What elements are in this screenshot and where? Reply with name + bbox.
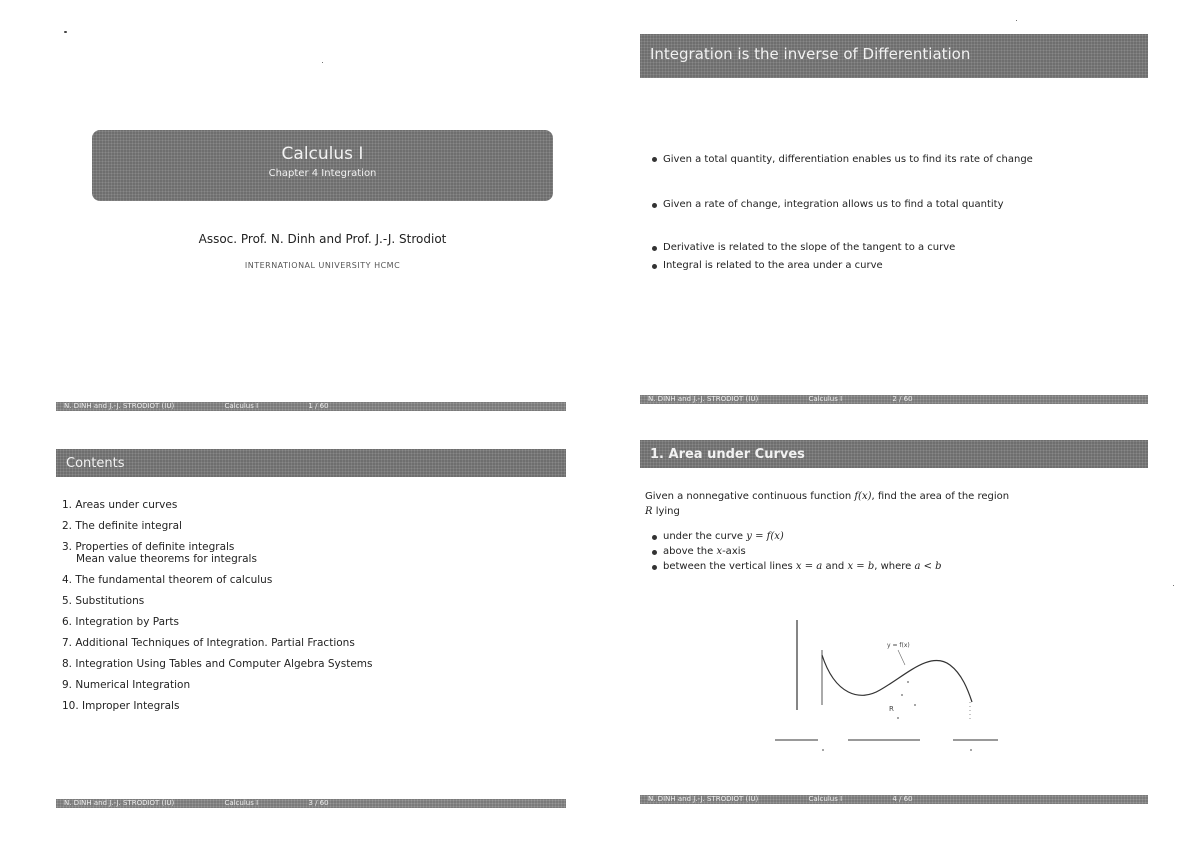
slide3-title-bar (56, 449, 566, 477)
list-item: Given a rate of change, integration allows us to find a total quantity (650, 199, 1130, 210)
slide4-bullet-list (650, 531, 942, 576)
list-item: 10. Improper Integrals (62, 700, 180, 712)
list-item: Derivative is related to the slope of the tangent to a curve (650, 242, 1130, 253)
list-item: above the x-axis (650, 546, 942, 557)
list-item: under the curve y = f(x) (650, 531, 942, 542)
slide4-intro: Given a nonnegative continuous function f(x), find the area of the region R lying (645, 491, 1010, 517)
curve-f-of-x (822, 655, 972, 702)
slide2-footer (640, 395, 1148, 404)
slide2-title-bar (640, 34, 1148, 78)
list-item: Integral is related to the area under a curve (650, 260, 1130, 271)
scan-speck (322, 62, 323, 63)
list-item: 5. Substitutions (62, 595, 145, 607)
region-label: R (889, 705, 894, 713)
footer-course: Calculus I (224, 402, 259, 410)
contents-subitem: Mean value theorems for integrals (76, 553, 257, 565)
footer-page: 3 / 60 (308, 799, 329, 807)
list-item: 2. The definite integral (62, 520, 182, 532)
footer-page: 4 / 60 (892, 795, 913, 803)
list-item: between the vertical lines x = a and x = b, where a < b (650, 561, 942, 572)
slide4-title: 1. Area under Curves (650, 447, 805, 462)
scan-speck (1016, 20, 1017, 21)
slide3-footer (56, 799, 566, 808)
footer-page: 2 / 60 (892, 395, 913, 403)
slide1-institution: INTERNATIONAL UNIVERSITY HCMC (244, 261, 401, 270)
slide4-footer (640, 795, 1148, 804)
footer-authors: N. DINH and J.-J. STRODIOT (IU) (64, 799, 175, 807)
slide1-footer (56, 402, 566, 411)
footer-authors: N. DINH and J.-J. STRODIOT (IU) (64, 402, 175, 410)
list-item: 9. Numerical Integration (62, 679, 191, 691)
contents-list (62, 499, 372, 721)
list-item: 4. The fundamental theorem of calculus (62, 574, 273, 586)
footer-authors: N. DINH and J.-J. STRODIOT (IU) (648, 395, 759, 403)
list-item: 8. Integration Using Tables and Computer Algebra Systems (62, 658, 373, 670)
scan-speck (1173, 585, 1174, 586)
math-region-r: R (645, 506, 653, 517)
list-item: 6. Integration by Parts (62, 616, 179, 628)
slide3-title: Contents (66, 456, 125, 471)
scan-speck (64, 31, 67, 33)
footer-course: Calculus I (808, 795, 843, 803)
area-under-curve-figure (770, 610, 1010, 770)
slide1-title: Calculus I (281, 144, 364, 164)
footer-course: Calculus I (808, 395, 843, 403)
title-box (92, 130, 553, 201)
list-item: 7. Additional Techniques of Integration. Partial Fractions (62, 637, 355, 649)
curve-label-pointer (898, 650, 905, 665)
slide1-subtitle: Chapter 4 Integration (268, 168, 377, 179)
footer-course: Calculus I (224, 799, 259, 807)
list-item: 1. Areas under curves (62, 499, 178, 511)
curve-label: y = f(x) (887, 642, 910, 649)
slide2-bullet-list (650, 153, 1130, 271)
slide1-authors: Assoc. Prof. N. Dinh and Prof. J.-J. Strodiot (198, 232, 447, 246)
slide4-title-bar (640, 440, 1148, 468)
slide2-title: Integration is the inverse of Differentiation (650, 45, 971, 63)
footer-authors: N. DINH and J.-J. STRODIOT (IU) (648, 795, 759, 803)
math-fx: f(x) (854, 491, 872, 502)
list-item: Given a total quantity, differentiation enables us to find its rate of change (650, 153, 1130, 167)
list-item: 3. Properties of definite integrals Mean value theorems for integrals (62, 541, 372, 565)
footer-page: 1 / 60 (308, 402, 329, 410)
